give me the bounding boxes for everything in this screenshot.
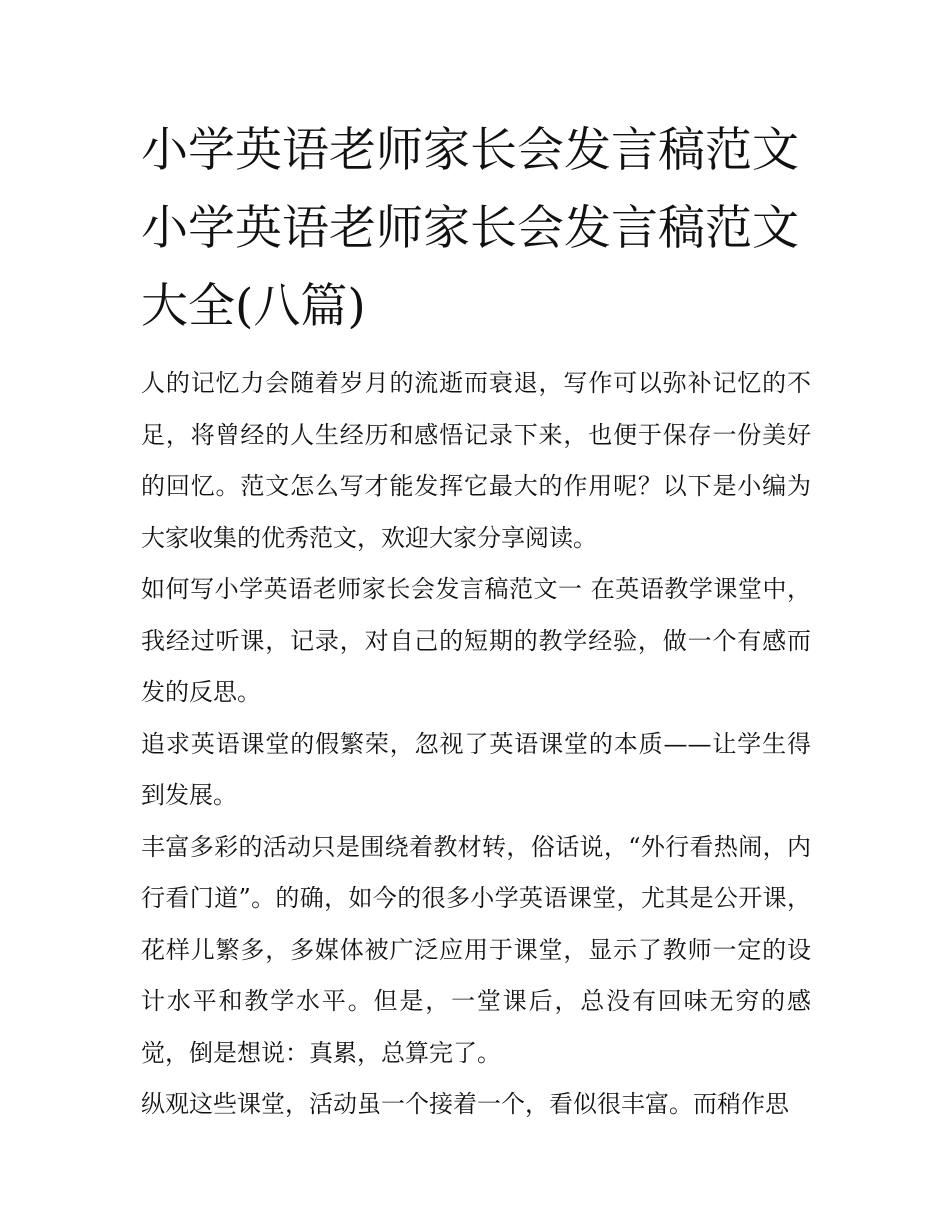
document-body bbox=[141, 358, 811, 1131]
document-title: 小学英语老师家长会发言稿范文 小学英语老师家长会发言稿范文大全(八篇) bbox=[141, 123, 799, 334]
paragraph-intro: 人的记忆力会随着岁月的流逝而衰退，写作可以弥补记忆的不足，将曾经的人生经历和感悟记录下来，也便于保存一份美好的回忆。范文怎么写才能发挥它最大的作用呢？以下是小编为大家收集的优秀范文，欢迎大家分享阅读。 bbox=[141, 369, 811, 552]
paragraph-activities: 丰富多彩的活动只是围绕着教材转，俗话说，“外行看热闹，内行看门道”。的确，如今的很多小学英语课堂，尤其是公开课，花样儿繁多，多媒体被广泛应用于课堂，显示了教师一定的设计水平和教学水平。但是，一堂课后，总没有回味无穷的感觉，倒是想说：真累，总算完了。 bbox=[141, 832, 811, 1067]
document-page bbox=[141, 112, 811, 1131]
paragraph-false-prosperity: 追求英语课堂的假繁荣，忽视了英语课堂的本质——让学生得到发展。 bbox=[141, 729, 811, 809]
paragraph-observation: 纵观这些课堂，活动虽一个接着一个，看似很丰富。而稍作思 bbox=[141, 1090, 789, 1118]
paragraph-essay-one-opening: 如何写小学英语老师家长会发言稿范文一 在英语教学课堂中，我经过听课，记录，对自己的短期的教学经验，做一个有感而发的反思。 bbox=[141, 575, 811, 706]
